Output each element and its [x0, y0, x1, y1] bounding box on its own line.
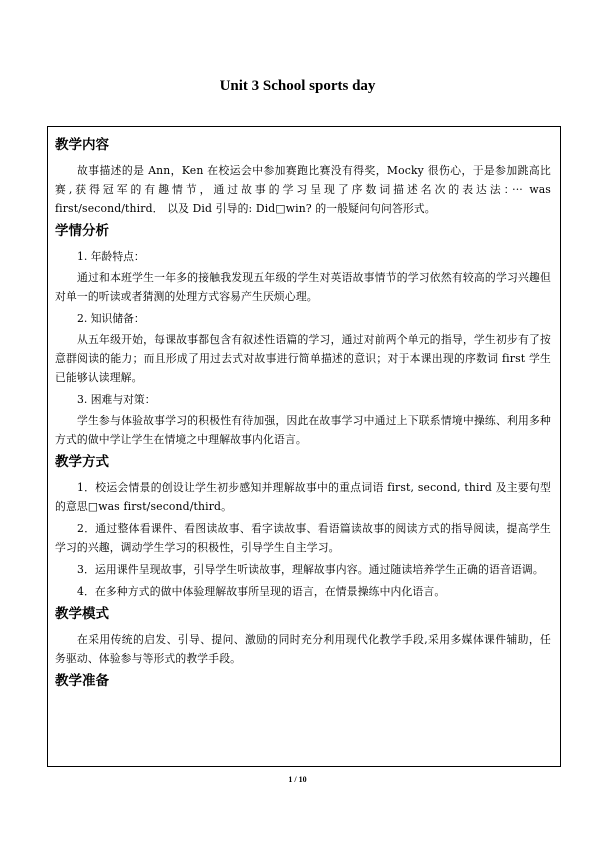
paragraph: 学生参与体验故事学习的积极性有待加强，因此在故事学习中通过上下联系情境中操练、利用多种方式的做中学让学生在情境之中理解故事内化语言。: [55, 414, 551, 446]
paragraph: 在采用传统的启发、引导、提问、激励的同时充分利用现代化教学手段,采用多媒体课件辅助，任务驱动、体验参与等形式的教学手段。: [55, 633, 551, 665]
section-heading-content: 教学内容: [55, 137, 109, 153]
paragraph: 3．运用课件呈现故事，引导学生听读故事，理解故事内容。通过随读培养学生正确的语音语调。: [77, 563, 544, 576]
section-heading-learner-analysis: 学情分析: [55, 223, 109, 239]
item-label: 3. 困难与对策：: [77, 393, 156, 406]
paragraph: 通过和本班学生一年多的接触我发现五年级的学生对英语故事情节的学习依然有较高的学习兴趣但对单一的听读或者猜测的处理方式容易产生厌烦心理。: [55, 271, 551, 303]
paragraph: 4．在多种方式的做中体验理解故事所呈现的语言，在情景操练中内化语言。: [77, 585, 446, 598]
paragraph: 从五年级开始，每课故事都包含有叙述性语篇的学习，通过对前两个单元的指导，学生初步有了按意群阅读的能力；而且形成了用过去式对故事进行简单描述的意识；对于本课出现的序数词 first 学生已能够认读理解。: [55, 333, 551, 384]
document-title: Unit 3 School sports day: [219, 78, 376, 94]
section-heading-teaching-methods: 教学方式: [55, 454, 109, 470]
item-label: 1. 年龄特点：: [77, 250, 145, 263]
paragraph: 1．校运会情景的创设让学生初步感知并理解故事中的重点词语 first, second, third 及主要句型的意思□was first/second/third。: [55, 481, 551, 513]
paragraph: 2．通过整体看课件、看图读故事、看字读故事、看语篇读故事的阅读方式的指导阅读，提高学生学习的兴趣，调动学生学习的积极性，引导学生自主学习。: [55, 522, 551, 554]
page-number: 1 / 10: [288, 775, 307, 784]
paragraph: 故事描述的是 Ann，Ken 在校运会中参加赛跑比赛没有得奖，Mocky 很伤心，于是参加跳高比赛,获得冠军的有趣情节，通过故事的学习呈现了序数词描述名次的表达法：··· was first/second/third． 以及 Did 引导的: Did□win? 的一般疑问句问答形式。: [55, 164, 551, 215]
item-label: 2. 知识储备：: [77, 312, 145, 325]
section-heading-teaching-mode: 教学模式: [55, 606, 109, 622]
lesson-plan-table: [47, 126, 561, 767]
section-heading-preparation: 教学准备: [55, 673, 109, 689]
